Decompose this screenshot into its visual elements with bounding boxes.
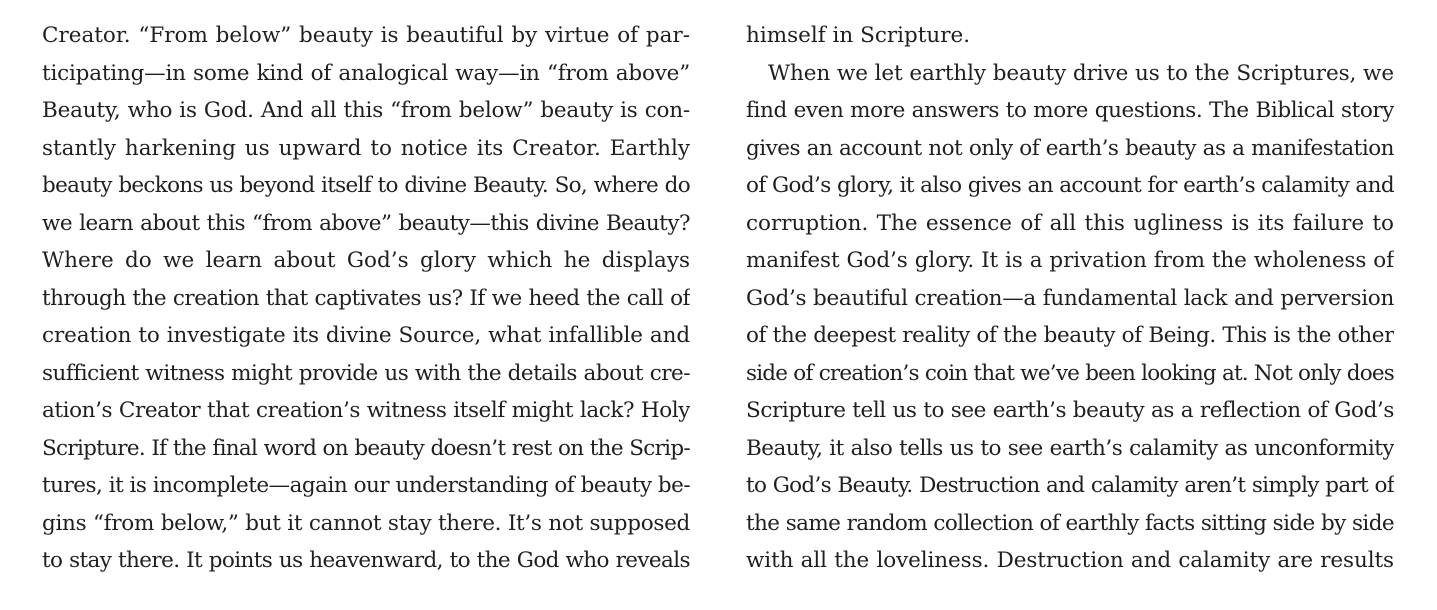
text-line: Beauty, it also tells us to see earth’s calamity as unconformity <box>746 435 1394 461</box>
text-line: Where do we learn about God’s glory which he displays <box>42 248 690 273</box>
text-line: ticipating—in some kind of analogical way—in “from above” <box>42 60 690 86</box>
text-line: corruption. The essence of all this ugliness is its failure to <box>746 210 1394 236</box>
text-line: of God’s glory, it also gives an account for earth’s calamity and <box>746 173 1394 198</box>
text-line: Creator. “From below” beauty is beautiful by virtue of par- <box>42 23 690 48</box>
text-line: manifest God’s glory. It is a privation from the wholeness of <box>746 248 1394 273</box>
paragraph-start-line: When we let earthly beauty drive us to the Scriptures, we <box>768 60 1394 86</box>
text-line: to stay there. It points us heavenward, to the God who reveals <box>42 548 690 573</box>
right-text-column <box>746 17 1394 580</box>
text-line: side of creation’s coin that we’ve been looking at. Not only does <box>746 360 1394 386</box>
text-line: stantly harkening us upward to notice its Creator. Earthly <box>42 135 690 161</box>
text-line: ation’s Creator that creation’s witness itself might lack? Holy <box>42 398 690 423</box>
text-line: Scripture. If the final word on beauty doesn’t rest on the Scrip- <box>42 435 690 461</box>
text-line: himself in Scripture. <box>746 23 971 48</box>
text-line: we learn about this “from above” beauty—this divine Beauty? <box>42 210 690 236</box>
text-line: of the deepest reality of the beauty of Being. This is the other <box>746 323 1394 348</box>
text-line: to God’s Beauty. Destruction and calamity aren’t simply part of <box>746 473 1394 498</box>
text-line: gives an account not only of earth’s beauty as a manifestation <box>746 135 1394 161</box>
left-text-column <box>42 17 690 580</box>
text-line: with all the loveliness. Destruction and calamity are results <box>746 548 1394 573</box>
text-line: beauty beckons us beyond itself to divine Beauty. So, where do <box>42 173 690 198</box>
text-line: Beauty, who is God. And all this “from below” beauty is con- <box>42 98 690 123</box>
text-line: Scripture tell us to see earth’s beauty as a reflection of God’s <box>746 398 1394 423</box>
text-line: creation to investigate its divine Source, what infallible and <box>42 323 690 348</box>
text-line: through the creation that captivates us? If we heed the call of <box>42 285 690 311</box>
text-line: find even more answers to more questions. The Biblical story <box>746 98 1394 123</box>
text-line: tures, it is incomplete—again our understanding of beauty be- <box>42 473 690 498</box>
text-line: God’s beautiful creation—a fundamental lack and perversion <box>746 285 1394 311</box>
text-line: gins “from below,” but it cannot stay there. It’s not supposed <box>42 510 690 536</box>
text-line: sufficient witness might provide us with the details about cre- <box>42 360 690 386</box>
text-line: the same random collection of earthly facts sitting side by side <box>746 510 1394 536</box>
